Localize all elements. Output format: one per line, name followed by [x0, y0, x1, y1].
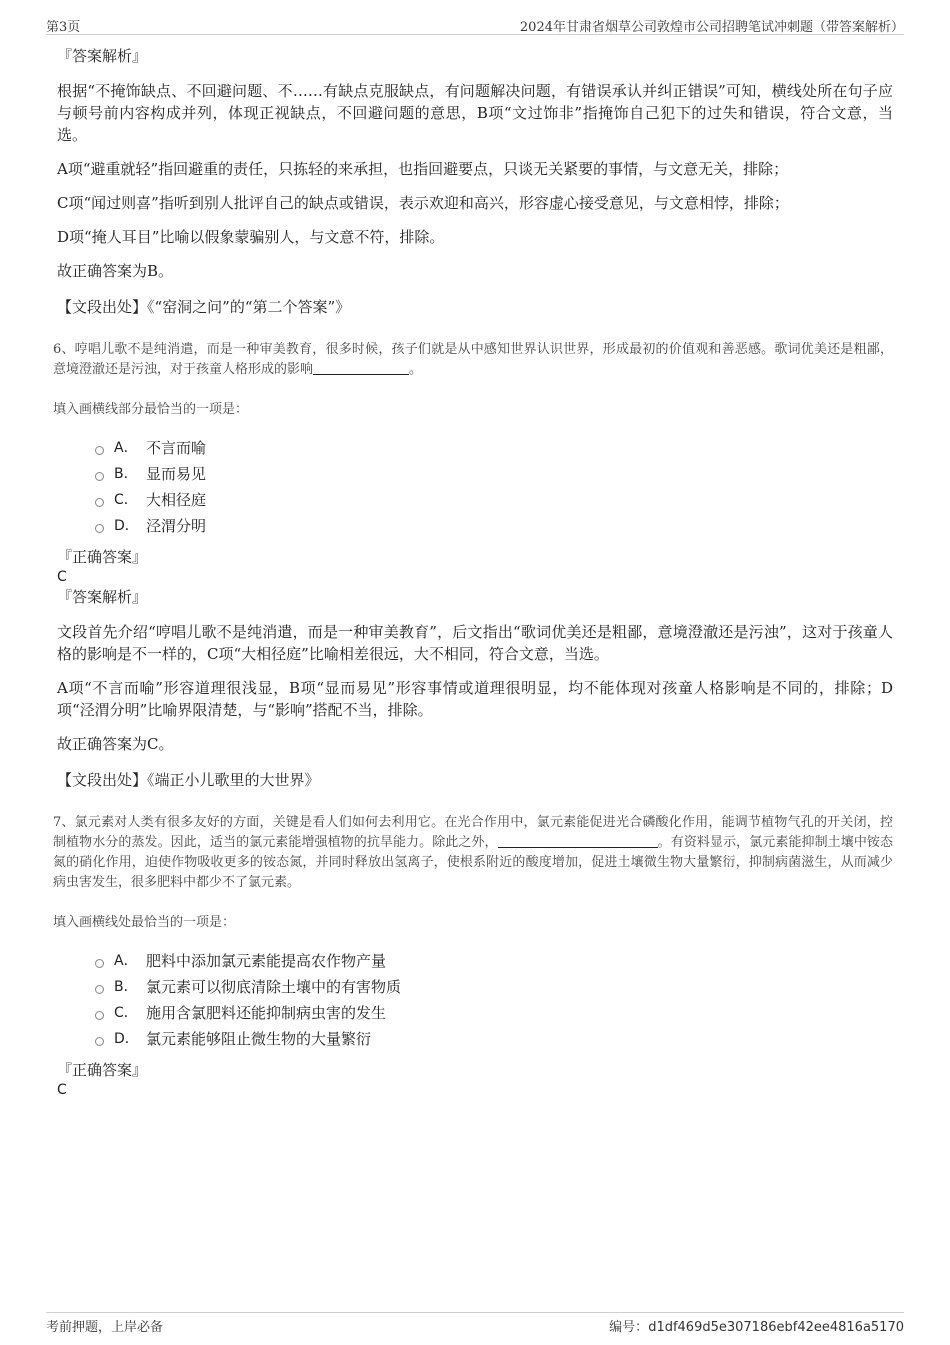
answer-label: 『正确答案』 — [57, 1061, 148, 1079]
q5-analysis — [57, 46, 893, 318]
radio-icon[interactable] — [95, 472, 104, 481]
radio-icon[interactable] — [95, 498, 104, 507]
source-citation: 【文段出处】《端正小儿歌里的大世界》 — [57, 771, 320, 789]
radio-icon[interactable] — [95, 1037, 104, 1046]
question-prompt: 填入画横线处最恰当的一项是： — [53, 915, 236, 930]
radio-icon[interactable] — [95, 524, 104, 533]
correct-answer: C — [57, 569, 67, 585]
question-stem: 6、哼唱儿歌不是纯消遣，而是一种审美教育，很多时候，孩子们就是从中感知世界认识世界，形成最初的价值观和善恶感。歌词优美还是粗鄙，意境澄澈还是污浊，对于孩童人格形成的影响 。 — [53, 342, 893, 377]
option-list — [95, 948, 893, 1052]
source-citation: 【文段出处】《“窑洞之问”的“第二个答案”》 — [57, 298, 351, 316]
page-number: 第3页 — [46, 20, 81, 35]
radio-icon[interactable] — [95, 985, 104, 994]
analysis-paragraph: 文段首先介绍“哼唱儿歌不是纯消遣，而是一种审美教育”，后文指出“歌词优美还是粗鄙，意境澄澈还是污浊”，这对于孩童人格的影响是不一样的，C项“大相径庭”比喻相差很远，大不相同，符合文意，当选。 — [57, 623, 893, 663]
option-b[interactable]: B． 氯元素可以彻底清除土壤中的有害物质 — [95, 974, 893, 1000]
question-6 — [53, 340, 893, 791]
page-footer — [46, 1312, 904, 1337]
page-content — [53, 46, 893, 1100]
answer-label: 『正确答案』 — [57, 548, 148, 566]
radio-icon[interactable] — [95, 446, 104, 455]
question-prompt: 填入画横线部分最恰当的一项是： — [53, 402, 249, 417]
analysis-paragraph: A项“避重就轻”指回避重的责任，只拣轻的来承担，也指回避要点，只谈无关紧要的事情，与文意无关，排除； — [57, 160, 789, 178]
page-header — [46, 14, 904, 35]
option-d[interactable]: D． 氯元素能够阻止微生物的大量繁衍 — [95, 1026, 893, 1052]
radio-icon[interactable] — [95, 959, 104, 968]
question-stem: 7、氯元素对人类有很多友好的方面，关键是看人们如何去利用它。在光合作用中，氯元素能促进光合磷酸化作用，能调节植物气孔的开关闭，控制植物水分的蒸发。因此，适当的氯元素能增强植物的抗旱能力。除此之外， 。有资料显示，氯元素能抑制土壤中铵态氮的硝化作用，迫使作物吸收更多的铵态氮，并同时释放出氢离子，使根系附近的酸度增加，促进土壤微生物大量繁衍，抑制病菌滋生，从而减少病虫害发生，很多肥料中都少不了氯元素。 — [53, 815, 893, 890]
analysis-label: 『答案解析』 — [57, 47, 148, 65]
question-7 — [53, 813, 893, 1100]
answer-blank — [313, 362, 409, 375]
correct-answer: C — [57, 1082, 67, 1098]
analysis-paragraph: 故正确答案为C。 — [57, 735, 174, 753]
footer-slogan: 考前押题，上岸必备 — [46, 1320, 164, 1335]
option-b[interactable]: B． 显而易见 — [95, 461, 893, 487]
document-code: 编号：d1df469d5e307186ebf42ee4816a5170 — [609, 1320, 904, 1335]
option-c[interactable]: C． 施用含氯肥料还能抑制病虫害的发生 — [95, 1000, 893, 1026]
option-a[interactable]: A． 肥料中添加氯元素能提高农作物产量 — [95, 948, 893, 974]
option-a[interactable]: A． 不言而喻 — [95, 435, 893, 461]
analysis-paragraph: 根据“不掩饰缺点、不回避问题、不……有缺点克服缺点，有问题解决问题，有错误承认并纠正错误”可知，横线处所在句子应与顿号前内容构成并列，体现正视缺点，不回避问题的意思，B项“文过饰非”指掩饰自己犯下的过失和错误，符合文意，当选。 — [57, 82, 893, 144]
analysis-paragraph: D项“掩人耳目”比喻以假象蒙骗别人，与文意不符，排除。 — [57, 228, 445, 246]
analysis-paragraph: A项“不言而喻”形容道理很浅显，B项“显而易见”形容事情或道理很明显，均不能体现对孩童人格影响是不同的，排除；D项“泾渭分明”比喻界限清楚，与“影响”搭配不当，排除。 — [57, 679, 893, 719]
analysis-label: 『答案解析』 — [57, 588, 148, 606]
option-d[interactable]: D． 泾渭分明 — [95, 513, 893, 539]
option-list — [95, 435, 893, 539]
document-title: 2024年甘肃省烟草公司敦煌市公司招聘笔试冲刺题（带答案解析） — [519, 20, 904, 35]
answer-blank — [498, 835, 658, 848]
analysis-paragraph: 故正确答案为B。 — [57, 262, 174, 280]
radio-icon[interactable] — [95, 1011, 104, 1020]
analysis-paragraph: C项“闻过则喜”指听到别人批评自己的缺点或错误，表示欢迎和高兴，形容虚心接受意见，与文意相悖，排除； — [57, 194, 789, 212]
option-c[interactable]: C． 大相径庭 — [95, 487, 893, 513]
